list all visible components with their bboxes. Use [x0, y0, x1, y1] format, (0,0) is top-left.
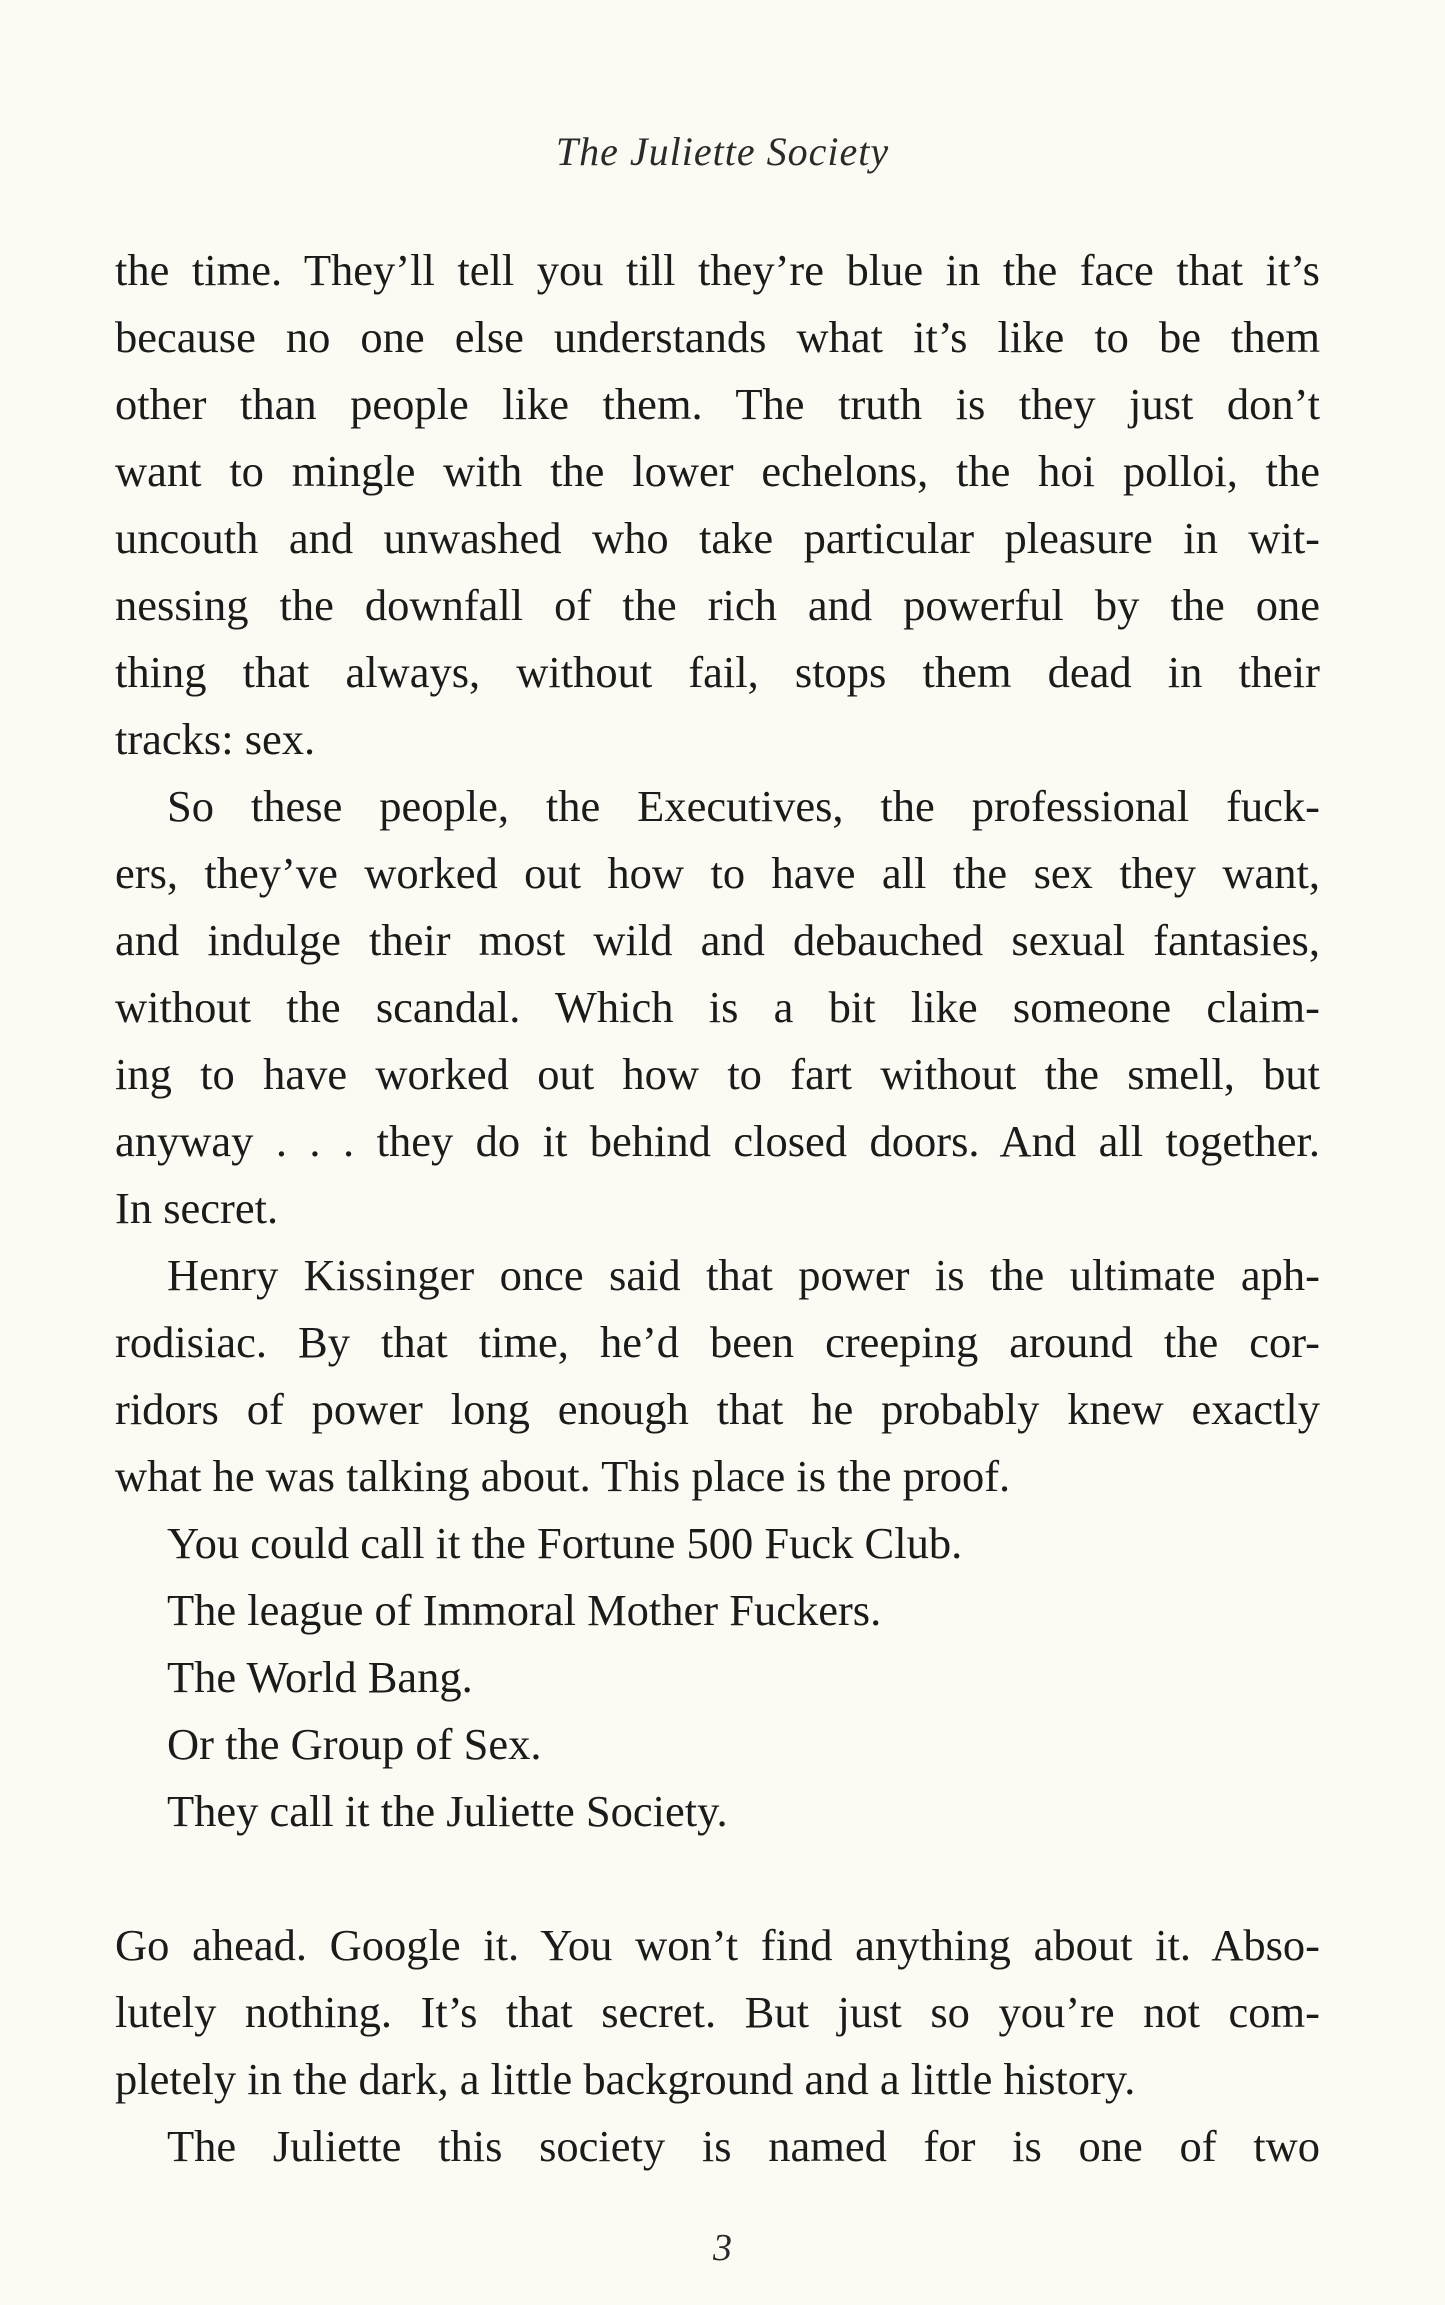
text-line: The league of Immoral Mother Fuckers. — [167, 1585, 882, 1635]
text-line: Go ahead. Google it. You won’t find anything about it. Abso- — [115, 1920, 1320, 1970]
text-line: Or the Group of Sex. — [167, 1719, 542, 1769]
text-line: So these people, the Executives, the professional fuck- — [167, 781, 1320, 831]
section-break — [115, 1845, 1320, 1912]
text-line: nessing the downfall of the rich and powerful by the one — [115, 580, 1320, 630]
text-line: pletely in the dark, a little background and a little history. — [115, 2054, 1136, 2104]
text-line: without the scandal. Which is a bit like someone claim- — [115, 982, 1320, 1032]
text-line: In secret. — [115, 1183, 279, 1233]
text-line: because no one else understands what it’s like to be them — [115, 312, 1320, 362]
text-line: and indulge their most wild and debauched sexual fantasies, — [115, 915, 1320, 965]
text-line: They call it the Juliette Society. — [167, 1786, 728, 1836]
text-line: Henry Kissinger once said that power is the ultimate aph- — [167, 1250, 1320, 1300]
text-line: want to mingle with the lower echelons, the hoi polloi, the — [115, 446, 1320, 496]
text-line: The World Bang. — [167, 1652, 473, 1702]
page-number: 3 — [713, 2227, 732, 2269]
text-line: what he was talking about. This place is the proof. — [115, 1451, 1011, 1501]
text-line: ridors of power long enough that he probably knew exactly — [115, 1384, 1320, 1434]
running-head: The Juliette Society — [555, 129, 890, 174]
text-line: anyway . . . they do it behind closed doors. And all together. — [115, 1116, 1320, 1166]
body-text — [115, 237, 1320, 2180]
text-line: rodisiac. By that time, he’d been creeping around the cor- — [115, 1317, 1320, 1367]
text-line: lutely nothing. It’s that secret. But just so you’re not com- — [115, 1987, 1320, 2037]
text-line: the time. They’ll tell you till they’re blue in the face that it’s — [115, 245, 1320, 295]
text-line: The Juliette this society is named for is one of two — [167, 2121, 1320, 2171]
text-line: ers, they’ve worked out how to have all the sex they want, — [115, 848, 1320, 898]
text-line: ing to have worked out how to fart without the smell, but — [115, 1049, 1320, 1099]
text-line: tracks: sex. — [115, 714, 316, 764]
text-line: other than people like them. The truth is they just don’t — [115, 379, 1320, 429]
text-line: uncouth and unwashed who take particular pleasure in wit- — [115, 513, 1320, 563]
text-line: You could call it the Fortune 500 Fuck Club. — [167, 1518, 963, 1568]
text-line: thing that always, without fail, stops them dead in their — [115, 647, 1320, 697]
